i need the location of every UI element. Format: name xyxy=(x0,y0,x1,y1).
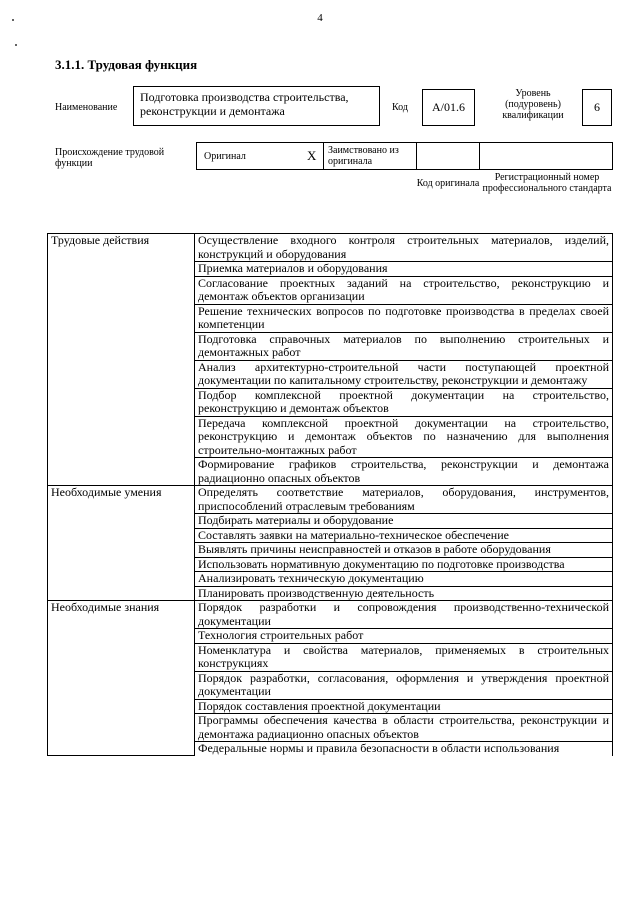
table-cell: Формирование графиков строительства, реконструкции и демонтажа радиационно опасных объектов xyxy=(195,458,613,486)
code-original-label: Код оригинала xyxy=(416,178,480,189)
table-row xyxy=(48,601,613,629)
original-box xyxy=(196,142,324,170)
table-cell: Планировать производственную деятельность xyxy=(195,586,613,601)
borrowed-box xyxy=(323,142,417,170)
scan-dot xyxy=(12,19,14,21)
table-cell: Составлять заявки на материально-техническое обеспечение xyxy=(195,528,613,543)
name-label: Наименование xyxy=(55,102,118,113)
table-cell: Анализировать техническую документацию xyxy=(195,572,613,587)
table-row xyxy=(48,234,613,262)
name-box xyxy=(133,86,380,126)
table-row xyxy=(48,486,613,514)
table-cell: Передача комплексной проектной документации на строительство, реконструкцию и демонтаж объектов по назначению для выполнения строительно-монтажных работ xyxy=(195,416,613,458)
table-cell: Порядок разработки и сопровождения производственно-технической документации xyxy=(195,601,613,629)
level-label: Уровень (подуровень) квалификации xyxy=(502,88,564,121)
function-table xyxy=(47,233,613,756)
original-label: Оригинал xyxy=(204,151,246,162)
table-cell: Определять соответствие материалов, оборудования, инструментов, приспособлений отраслевым требованиям xyxy=(195,486,613,514)
table-cell: Выявлять причины неисправностей и отказов в работе оборудования xyxy=(195,543,613,558)
borrowed-label: Заимствовано из оригинала xyxy=(328,145,399,167)
original-mark: X xyxy=(307,148,317,163)
table-cell: Приемка материалов и оборудования xyxy=(195,262,613,277)
reg-number-box xyxy=(479,142,613,170)
table-cell: Номенклатура и свойства материалов, применяемых в строительных конструкциях xyxy=(195,643,613,671)
page-number: 4 xyxy=(317,12,323,24)
section-heading: 3.1.1. Трудовая функция xyxy=(55,57,198,72)
table-cell: Порядок разработки, согласования, оформления и утверждения проектной документации xyxy=(195,671,613,699)
scan-dot xyxy=(15,44,17,46)
code-label: Код xyxy=(392,102,408,113)
table-cell: Программы обеспечения качества в области строительства, реконструкции и демонтажа радиационно опасных объектов xyxy=(195,714,613,742)
table-cell: Осуществление входного контроля строительных материалов, изделий, конструкций и оборудования xyxy=(195,234,613,262)
name-value: Подготовка производства строительства, реконструкции и демонтажа xyxy=(140,90,349,118)
code-original-box xyxy=(416,142,480,170)
table-cell: Порядок составления проектной документации xyxy=(195,699,613,714)
origin-label: Происхождение трудовой функции xyxy=(55,147,165,169)
category-cell: Необходимые умения xyxy=(48,486,195,601)
table-cell: Решение технических вопросов по подготовке производства в пределах своей компетенции xyxy=(195,304,613,332)
table-cell: Технология строительных работ xyxy=(195,629,613,644)
category-cell: Трудовые действия xyxy=(48,234,195,486)
table-cell: Согласование проектных заданий на строительство, реконструкцию и демонтаж объектов организации xyxy=(195,276,613,304)
code-value: А/01.6 xyxy=(422,89,475,126)
table-cell: Использовать нормативную документацию по подготовке производства xyxy=(195,557,613,572)
category-cell: Необходимые знания xyxy=(48,601,195,756)
table-cell: Подготовка справочных материалов по выполнению строительных и демонтажных работ xyxy=(195,332,613,360)
table-cell: Подбор комплексной проектной документации на строительство, реконструкцию и демонтаж объектов xyxy=(195,388,613,416)
reg-number-label: Регистрационный номер профессионального стандарта xyxy=(482,172,612,194)
table-cell: Подбирать материалы и оборудование xyxy=(195,514,613,529)
level-value: 6 xyxy=(582,89,612,126)
table-cell: Анализ архитектурно-строительной части поступающей проектной документации по капитальному строительству, реконструкции и демонтажу xyxy=(195,360,613,388)
table-cell: Федеральные нормы и правила безопасности в области использования xyxy=(195,742,613,756)
